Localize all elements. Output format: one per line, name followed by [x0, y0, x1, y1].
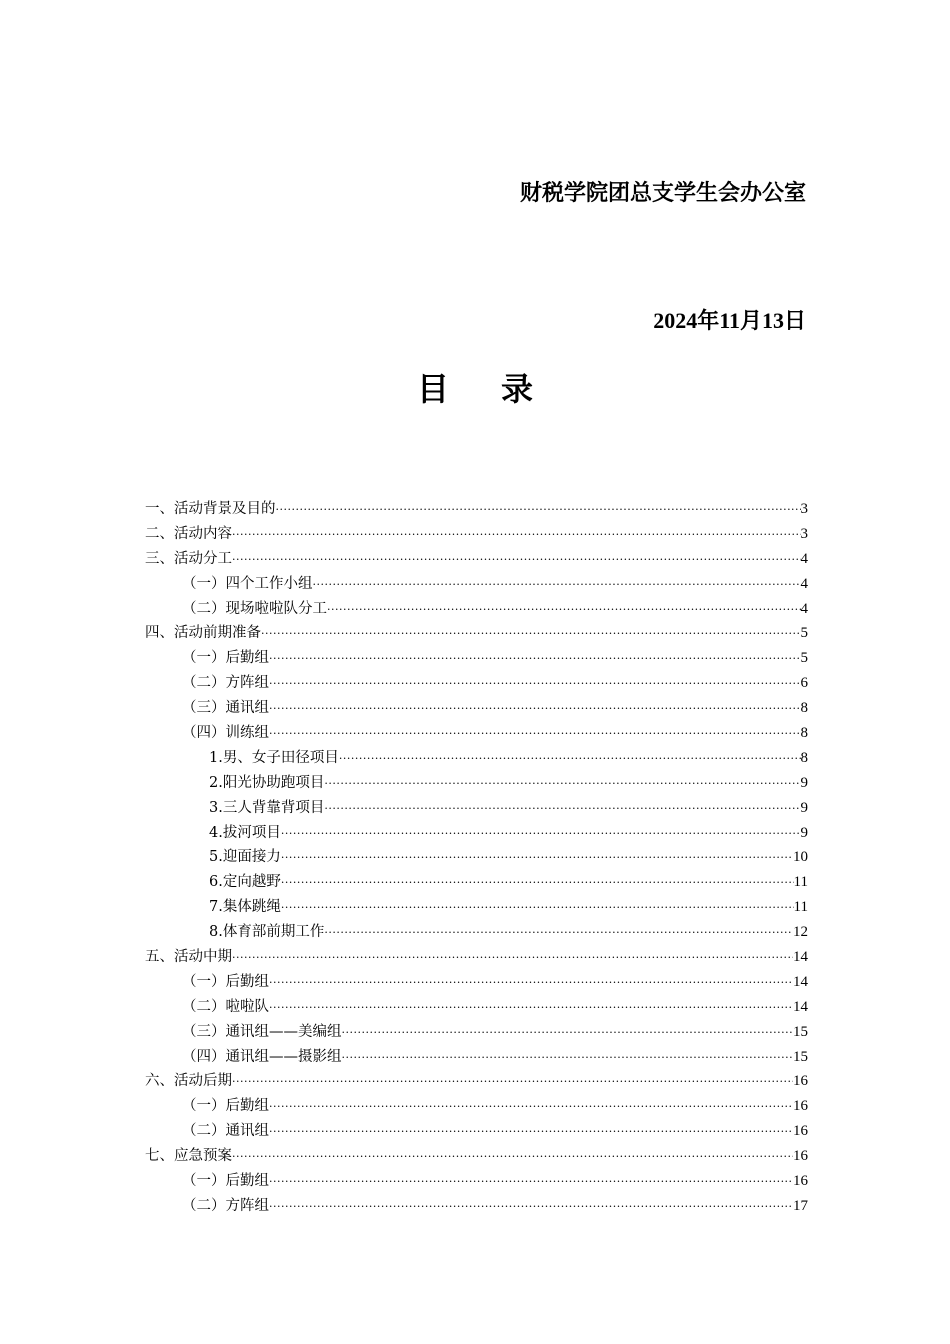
toc-dot-leader — [281, 822, 801, 847]
toc-dot-leader — [281, 871, 794, 896]
toc-entry-page: 8 — [800, 725, 808, 742]
toc-entry-label: 七、应急预案 — [145, 1148, 232, 1165]
toc-entry-label: 五、活动中期 — [145, 949, 232, 966]
toc-entry[interactable] — [145, 970, 808, 995]
toc-dot-leader — [342, 1046, 794, 1071]
toc-entry-page: 16 — [793, 1148, 808, 1165]
toc-entry-label: （四）通讯组——摄影组 — [182, 1048, 342, 1065]
toc-entry[interactable] — [145, 746, 808, 771]
toc-entry-label: （三）通讯组——美编组 — [182, 1023, 342, 1040]
toc-entry-label: 6.定向越野 — [209, 874, 281, 891]
toc-entry-page: 5 — [800, 650, 808, 667]
toc-entry[interactable] — [145, 547, 808, 572]
toc-entry-page: 4 — [800, 600, 808, 617]
toc-entry-page: 9 — [800, 774, 808, 791]
toc-entry-label: 二、活动内容 — [145, 525, 232, 542]
toc-dot-leader — [269, 1195, 793, 1220]
toc-entry-label: （二）现场啦啦队分工 — [182, 600, 327, 617]
toc-entry[interactable] — [145, 497, 808, 522]
toc-entry-label: （一）后勤组 — [182, 973, 269, 990]
toc-entry[interactable] — [145, 522, 808, 547]
toc-dot-leader — [342, 1021, 794, 1046]
toc-dot-leader — [327, 598, 801, 623]
toc-entry[interactable] — [145, 1045, 808, 1070]
toc-entry-page: 16 — [793, 1123, 808, 1140]
toc-dot-leader — [269, 971, 793, 996]
toc-dot-leader — [281, 846, 793, 871]
toc-dot-leader — [269, 647, 801, 672]
toc-entry[interactable] — [145, 621, 808, 646]
toc-dot-leader — [276, 498, 801, 523]
toc-entry-label: 一、活动背景及目的 — [145, 501, 276, 517]
toc-entry-label: （一）后勤组 — [182, 1098, 269, 1115]
toc-entry[interactable] — [145, 646, 808, 671]
toc-entry-page: 3 — [800, 525, 808, 542]
toc-dot-leader — [269, 1120, 793, 1145]
toc-entry-label: （一）后勤组 — [182, 1173, 269, 1190]
toc-entry[interactable] — [145, 870, 808, 895]
toc-entry-page: 4 — [800, 575, 808, 592]
toc-dot-leader — [269, 672, 801, 697]
toc-entry-page: 16 — [793, 1098, 808, 1115]
toc-entry-label: （二）方阵组 — [182, 675, 269, 692]
toc-entry-page: 9 — [800, 824, 808, 841]
table-of-contents — [145, 497, 808, 1219]
toc-entry-page: 4 — [800, 550, 808, 567]
toc-entry[interactable] — [145, 1169, 808, 1194]
toc-dot-leader — [269, 1170, 793, 1195]
toc-entry[interactable] — [145, 796, 808, 821]
toc-dot-leader — [324, 797, 800, 822]
organization-name: 财税学院团总支学生会办公室 — [519, 181, 806, 206]
toc-entry-page: 14 — [793, 949, 808, 966]
toc-entry-page: 5 — [800, 625, 808, 642]
toc-entry[interactable] — [145, 597, 808, 622]
toc-entry-page: 14 — [793, 998, 808, 1015]
toc-dot-leader — [324, 772, 800, 797]
toc-dot-leader — [269, 722, 801, 747]
toc-title: 目录 — [416, 370, 585, 408]
toc-entry-page: 11 — [793, 874, 808, 891]
toc-entry[interactable] — [145, 895, 808, 920]
toc-dot-leader — [269, 996, 793, 1021]
toc-entry[interactable] — [145, 1020, 808, 1045]
toc-entry-page: 16 — [793, 1173, 808, 1190]
toc-entry-label: （三）通讯组 — [182, 700, 269, 717]
toc-entry[interactable] — [145, 671, 808, 696]
toc-entry-page: 14 — [793, 973, 808, 990]
toc-entry-label: 2.阳光协助跑项目 — [209, 774, 325, 791]
toc-entry-label: （四）训练组 — [182, 725, 269, 742]
toc-entry-label: （一）四个工作小组 — [182, 575, 313, 592]
toc-entry-page: 9 — [800, 799, 808, 816]
toc-entry-page: 15 — [793, 1048, 808, 1065]
toc-entry-label: 8.体育部前期工作 — [209, 924, 325, 941]
toc-entry-label: 3.三人背靠背项目 — [209, 799, 325, 816]
toc-entry-label: 7.集体跳绳 — [209, 899, 281, 916]
toc-entry[interactable] — [145, 920, 808, 945]
toc-dot-leader — [313, 573, 801, 598]
toc-entry[interactable] — [145, 572, 808, 597]
toc-entry-label: （二）通讯组 — [182, 1123, 269, 1140]
toc-dot-leader — [324, 921, 793, 946]
toc-entry[interactable] — [145, 1069, 808, 1094]
toc-entry[interactable] — [145, 995, 808, 1020]
toc-entry-label: （二）啦啦队 — [182, 998, 269, 1015]
toc-entry-page: 8 — [800, 700, 808, 717]
toc-dot-leader — [281, 896, 794, 921]
toc-entry-page: 16 — [793, 1073, 808, 1090]
toc-entry[interactable] — [145, 1194, 808, 1219]
toc-dot-leader — [269, 697, 801, 722]
document-date: 2024年11月13日 — [653, 308, 806, 333]
toc-entry-label: 三、活动分工 — [145, 550, 232, 567]
toc-entry-page: 10 — [793, 849, 808, 866]
toc-dot-leader — [232, 548, 801, 573]
toc-dot-leader — [232, 1145, 793, 1170]
toc-entry-label: 1.男、女子田径项目 — [209, 749, 339, 766]
toc-entry-label: 四、活动前期准备 — [145, 625, 261, 642]
toc-entry[interactable] — [145, 1144, 808, 1169]
toc-entry-label: 5.迎面接力 — [209, 849, 281, 866]
toc-entry-page: 17 — [793, 1197, 808, 1214]
toc-entry-page: 12 — [793, 924, 808, 941]
toc-entry[interactable] — [145, 1119, 808, 1144]
toc-entry-page: 3 — [800, 501, 808, 517]
toc-entry-label: 4.拔河项目 — [209, 824, 281, 841]
toc-dot-leader — [232, 523, 801, 548]
toc-dot-leader — [232, 946, 793, 971]
toc-entry[interactable] — [145, 845, 808, 870]
toc-entry[interactable] — [145, 771, 808, 796]
toc-entry[interactable] — [145, 821, 808, 846]
toc-entry-page: 11 — [793, 899, 808, 916]
toc-entry-label: （一）后勤组 — [182, 650, 269, 667]
toc-dot-leader — [232, 1070, 793, 1095]
toc-dot-leader — [261, 622, 801, 647]
toc-entry[interactable] — [145, 945, 808, 970]
toc-entry-label: 六、活动后期 — [145, 1073, 232, 1090]
toc-entry-page: 15 — [793, 1023, 808, 1040]
toc-entry-page: 6 — [800, 675, 808, 692]
toc-entry-label: （二）方阵组 — [182, 1197, 269, 1214]
toc-dot-leader — [339, 747, 801, 772]
toc-entry[interactable] — [145, 1094, 808, 1119]
toc-entry[interactable] — [145, 721, 808, 746]
toc-entry[interactable] — [145, 696, 808, 721]
toc-entry-page: 8 — [800, 749, 808, 766]
toc-dot-leader — [269, 1095, 793, 1120]
